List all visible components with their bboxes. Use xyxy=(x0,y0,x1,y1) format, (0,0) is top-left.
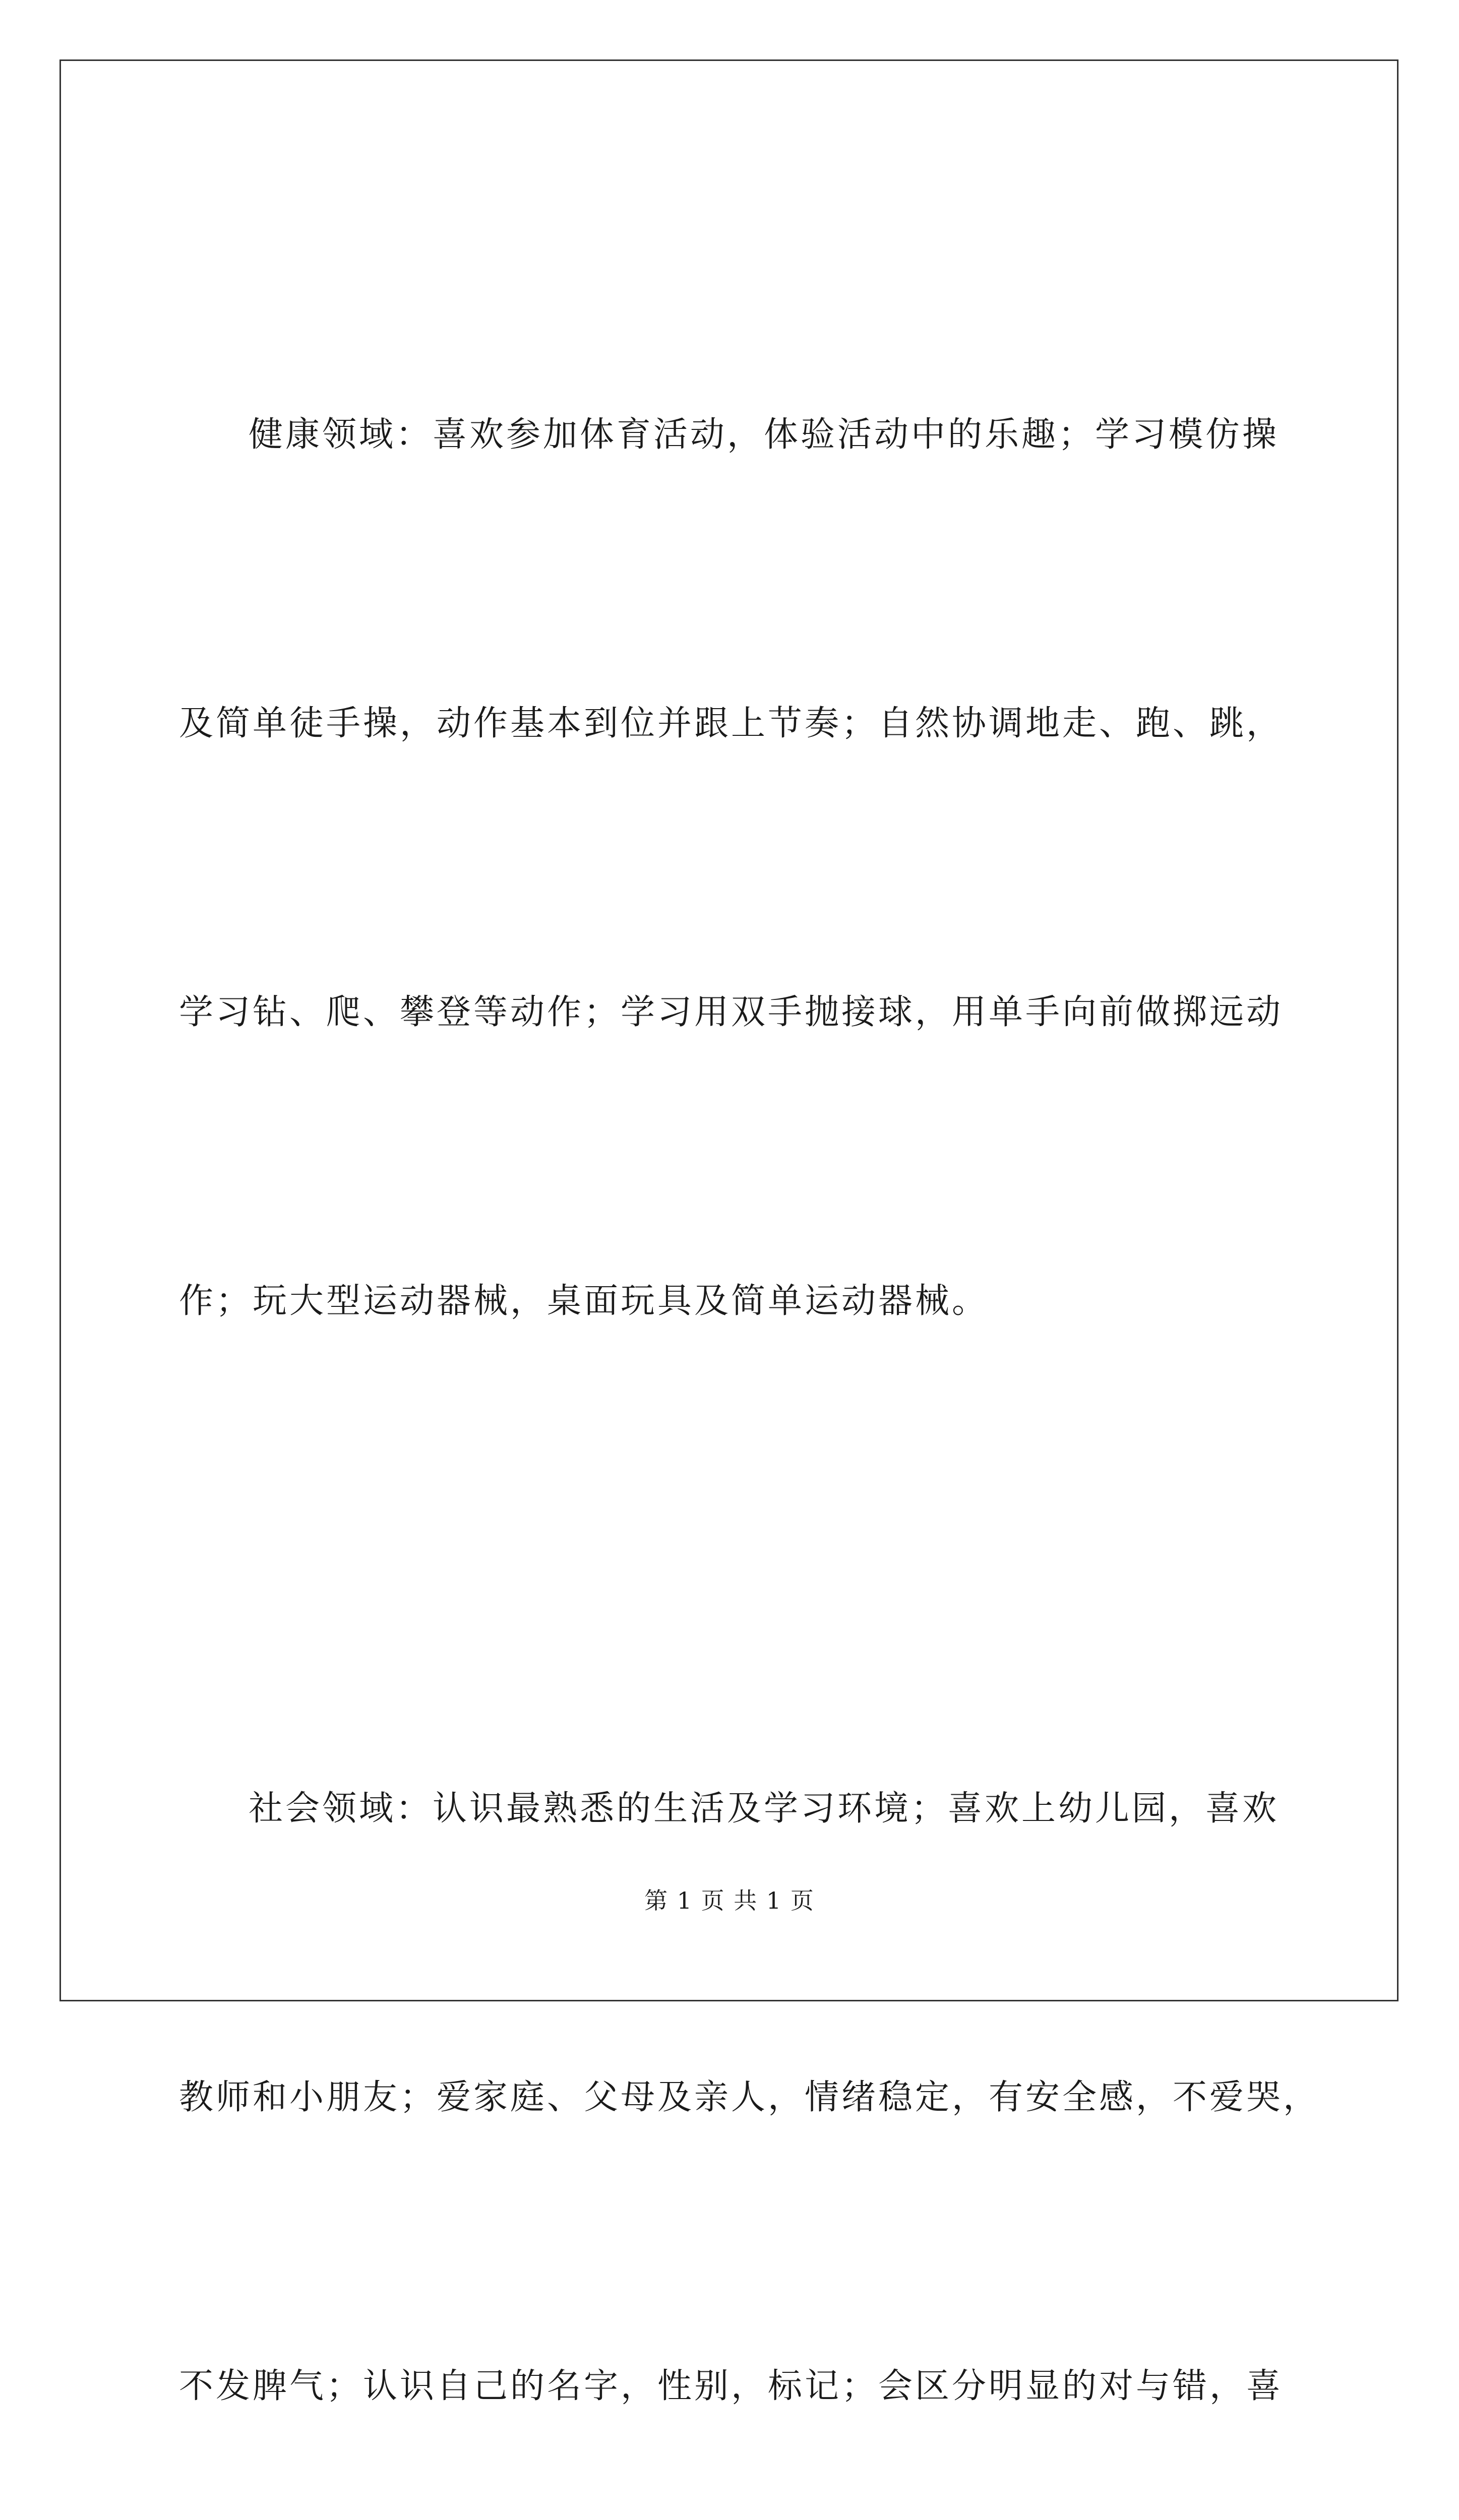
paragraph-health xyxy=(179,194,1296,1542)
text-line: 社会领域：认识最熟悉的生活及学习环境；喜欢上幼儿园，喜欢 xyxy=(249,1789,1280,1829)
document-body xyxy=(179,194,1320,2520)
text-line: 学习钻、爬、攀登等动作；学习用双手抛接球，用单手向前做掷远动 xyxy=(179,992,1284,1032)
text-line: 及简单徒手操，动作基本到位并跟上节奏；自然协调地走、跑、跳， xyxy=(179,704,1284,743)
text-line: 不发脾气；认识自己的名字，性别，标记；会区分明显的对与错，喜 xyxy=(179,2366,1284,2406)
text-line: 教师和小朋友；爱家庭、父母及亲人，情绪稳定，有安全感，不爱哭， xyxy=(179,2077,1320,2117)
page-number-footer: 第 1 页 共 1 页 xyxy=(644,1887,815,1914)
text-line: 健康领域：喜欢参加体育活动，体验活动中的乐趣；学习模仿操 xyxy=(249,415,1280,455)
text-line: 作；玩大型运动器械，桌面玩具及简单运动器械。 xyxy=(179,1281,989,1321)
paragraph-social xyxy=(179,1568,1320,2520)
